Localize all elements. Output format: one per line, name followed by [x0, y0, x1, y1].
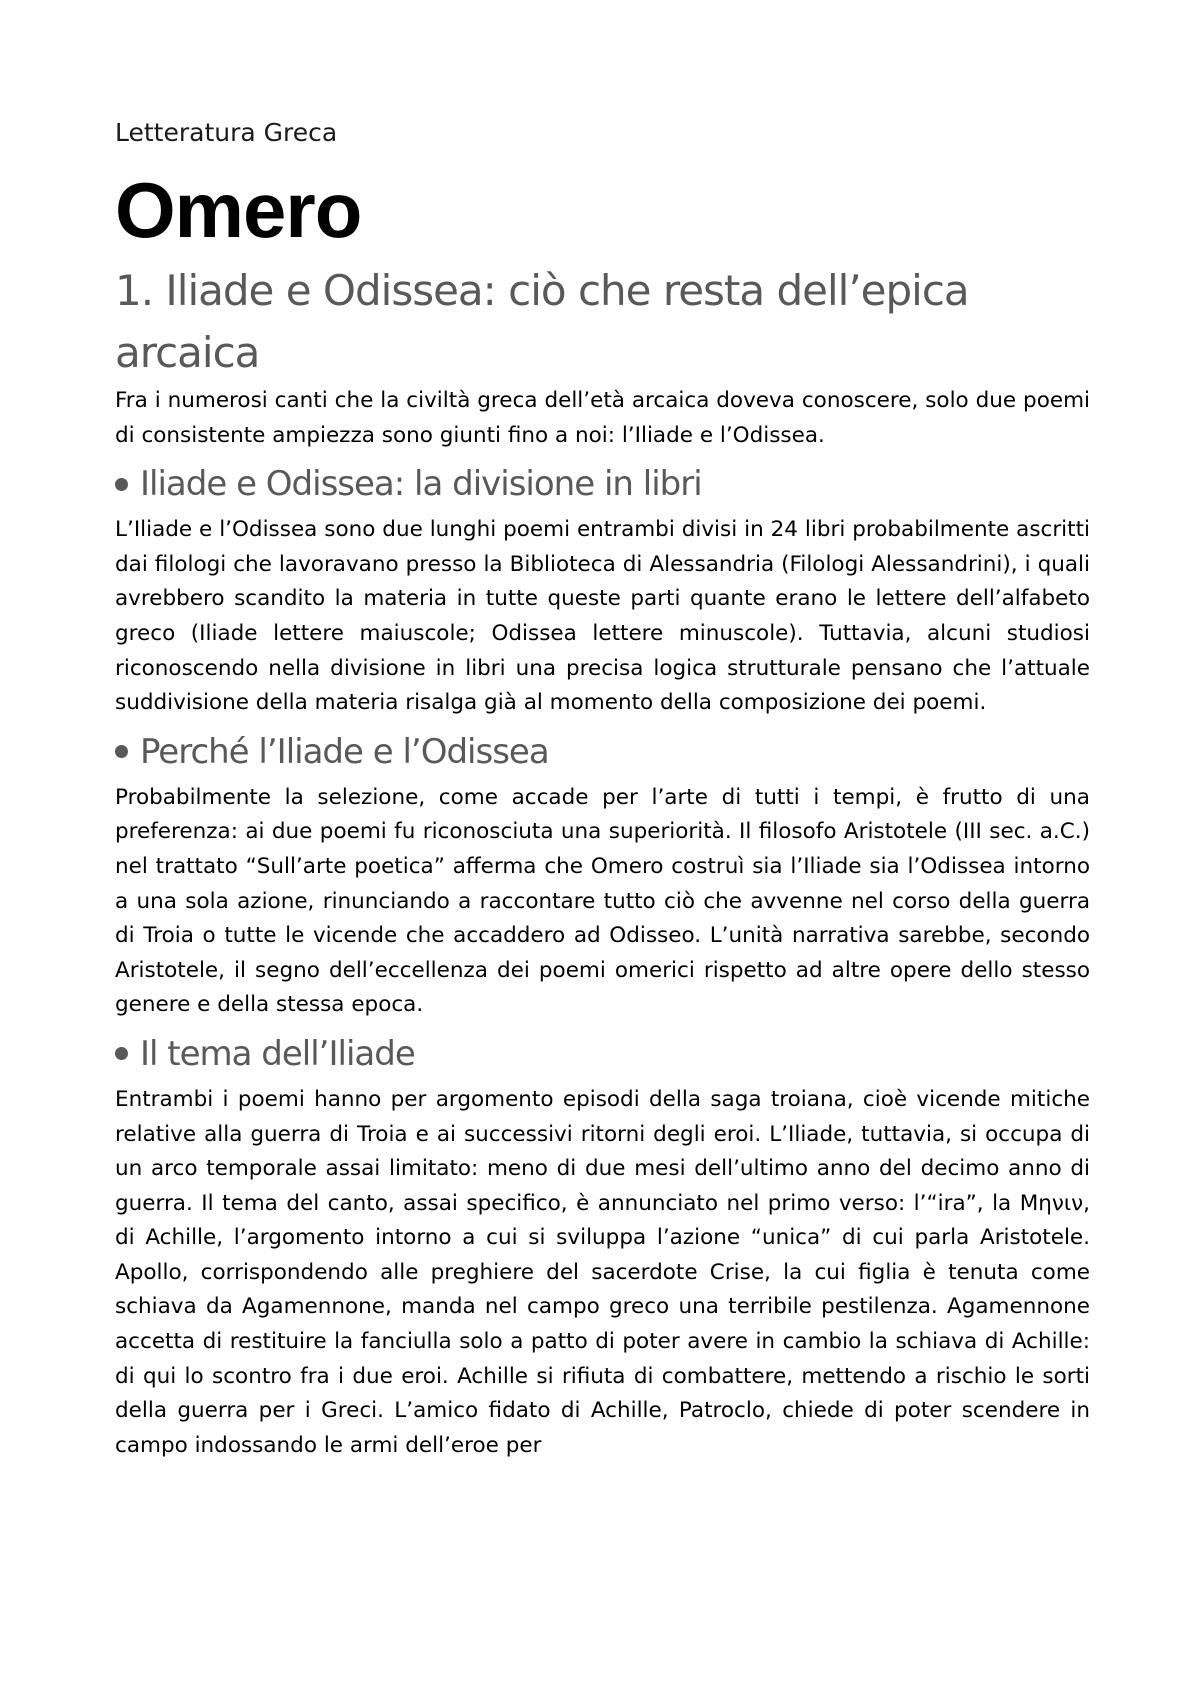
subheading-text: Perché l’Iliade e l’Odissea — [140, 731, 549, 772]
bullet-icon — [115, 1047, 128, 1060]
subject-label: Letteratura Greca — [115, 118, 338, 147]
document-page — [115, 118, 1090, 1463]
paragraph-division: L’Iliade e l’Odissea sono due lunghi poemi entrambi divisi in 24 libri probabilmente ascritti dai filologi che lavoravano presso la Biblioteca di Alessandria (Filologi Alessandrini), i quali avrebbero scandito la materia in tutte queste parti quante erano le lettere dell’alfabeto greco (Iliade lettere maiuscole; Odissea lettere minuscole). Tuttavia, alcuni studiosi riconoscendo nella divisione in libri una precisa logica strutturale pensano che l’attuale suddivisione della materia risalga già al momento della composizione dei poemi. — [115, 517, 1090, 716]
bullet-icon — [115, 745, 128, 758]
subheading-theme — [115, 1029, 1090, 1079]
paragraph-theme: Entrambi i poemi hanno per argomento episodi della saga troiana, cioè vicende mitiche relative alla guerra di Troia e ai successivi ritorni degli eroi. L’Iliade, tuttavia, si occupa di un arco temporale assai limitato: meno di due mesi dell’ultimo anno del decimo anno di guerra. Il tema del canto, assai specifico, è annunciato nel primo verso: l’“ira”, la Μηνιν, di Achille, l’argomento intorno a cui si sviluppa l’azione “unica” di cui parla Aristotele. Apollo, corrispondendo alle preghiere del sacerdote Crise, la cui figlia è tenuta come schiava da Agamennone, manda nel campo greco una terribile pestilenza. Agamennone accetta di restituire la fanciulla solo a patto di poter avere in cambio la schiava di Achille: di qui lo scontro fra i due eroi. Achille si rifiuta di combattere, mettendo a rischio le sorti della guerra per i Greci. L’amico fidato di Achille, Patroclo, chiede di poter scendere in campo indossando le armi dell’eroe per — [115, 1086, 1090, 1458]
subheading-text: Il tema dell’Iliade — [140, 1033, 415, 1074]
bullet-icon — [115, 478, 128, 491]
section-title: 1. Iliade e Odissea: ciò che resta dell’epica arcaica — [115, 266, 969, 377]
subheading-why — [115, 727, 1090, 777]
paragraph-why: Probabilmente la selezione, come accade per l’arte di tutti i tempi, è frutto di una preferenza: ai due poemi fu riconosciuta una superiorità. Il filosofo Aristotele (III sec. a.C.) nel trattato “Sull’arte poetica” afferma che Omero costruì sia l’Iliade sia l’Odissea intorno a una sola azione, rinunciando a raccontare tutto ciò che avvenne nel corso della guerra di Troia o tutte le vicende che accaddero ad Odisseo. L’unità narrativa sarebbe, secondo Aristotele, il segno dell’eccellenza dei poemi omerici rispetto ad altre opere dello stesso genere e della stessa epoca. — [115, 784, 1090, 1018]
document-title: Omero — [115, 166, 362, 254]
subheading-division — [115, 459, 1090, 509]
intro-paragraph: Fra i numerosi canti che la civiltà greca dell’età arcaica doveva conoscere, solo due poemi di consistente ampiezza sono giunti fino a noi: l’Iliade e l’Odissea. — [115, 388, 1090, 448]
subheading-text: Iliade e Odissea: la divisione in libri — [140, 464, 702, 505]
